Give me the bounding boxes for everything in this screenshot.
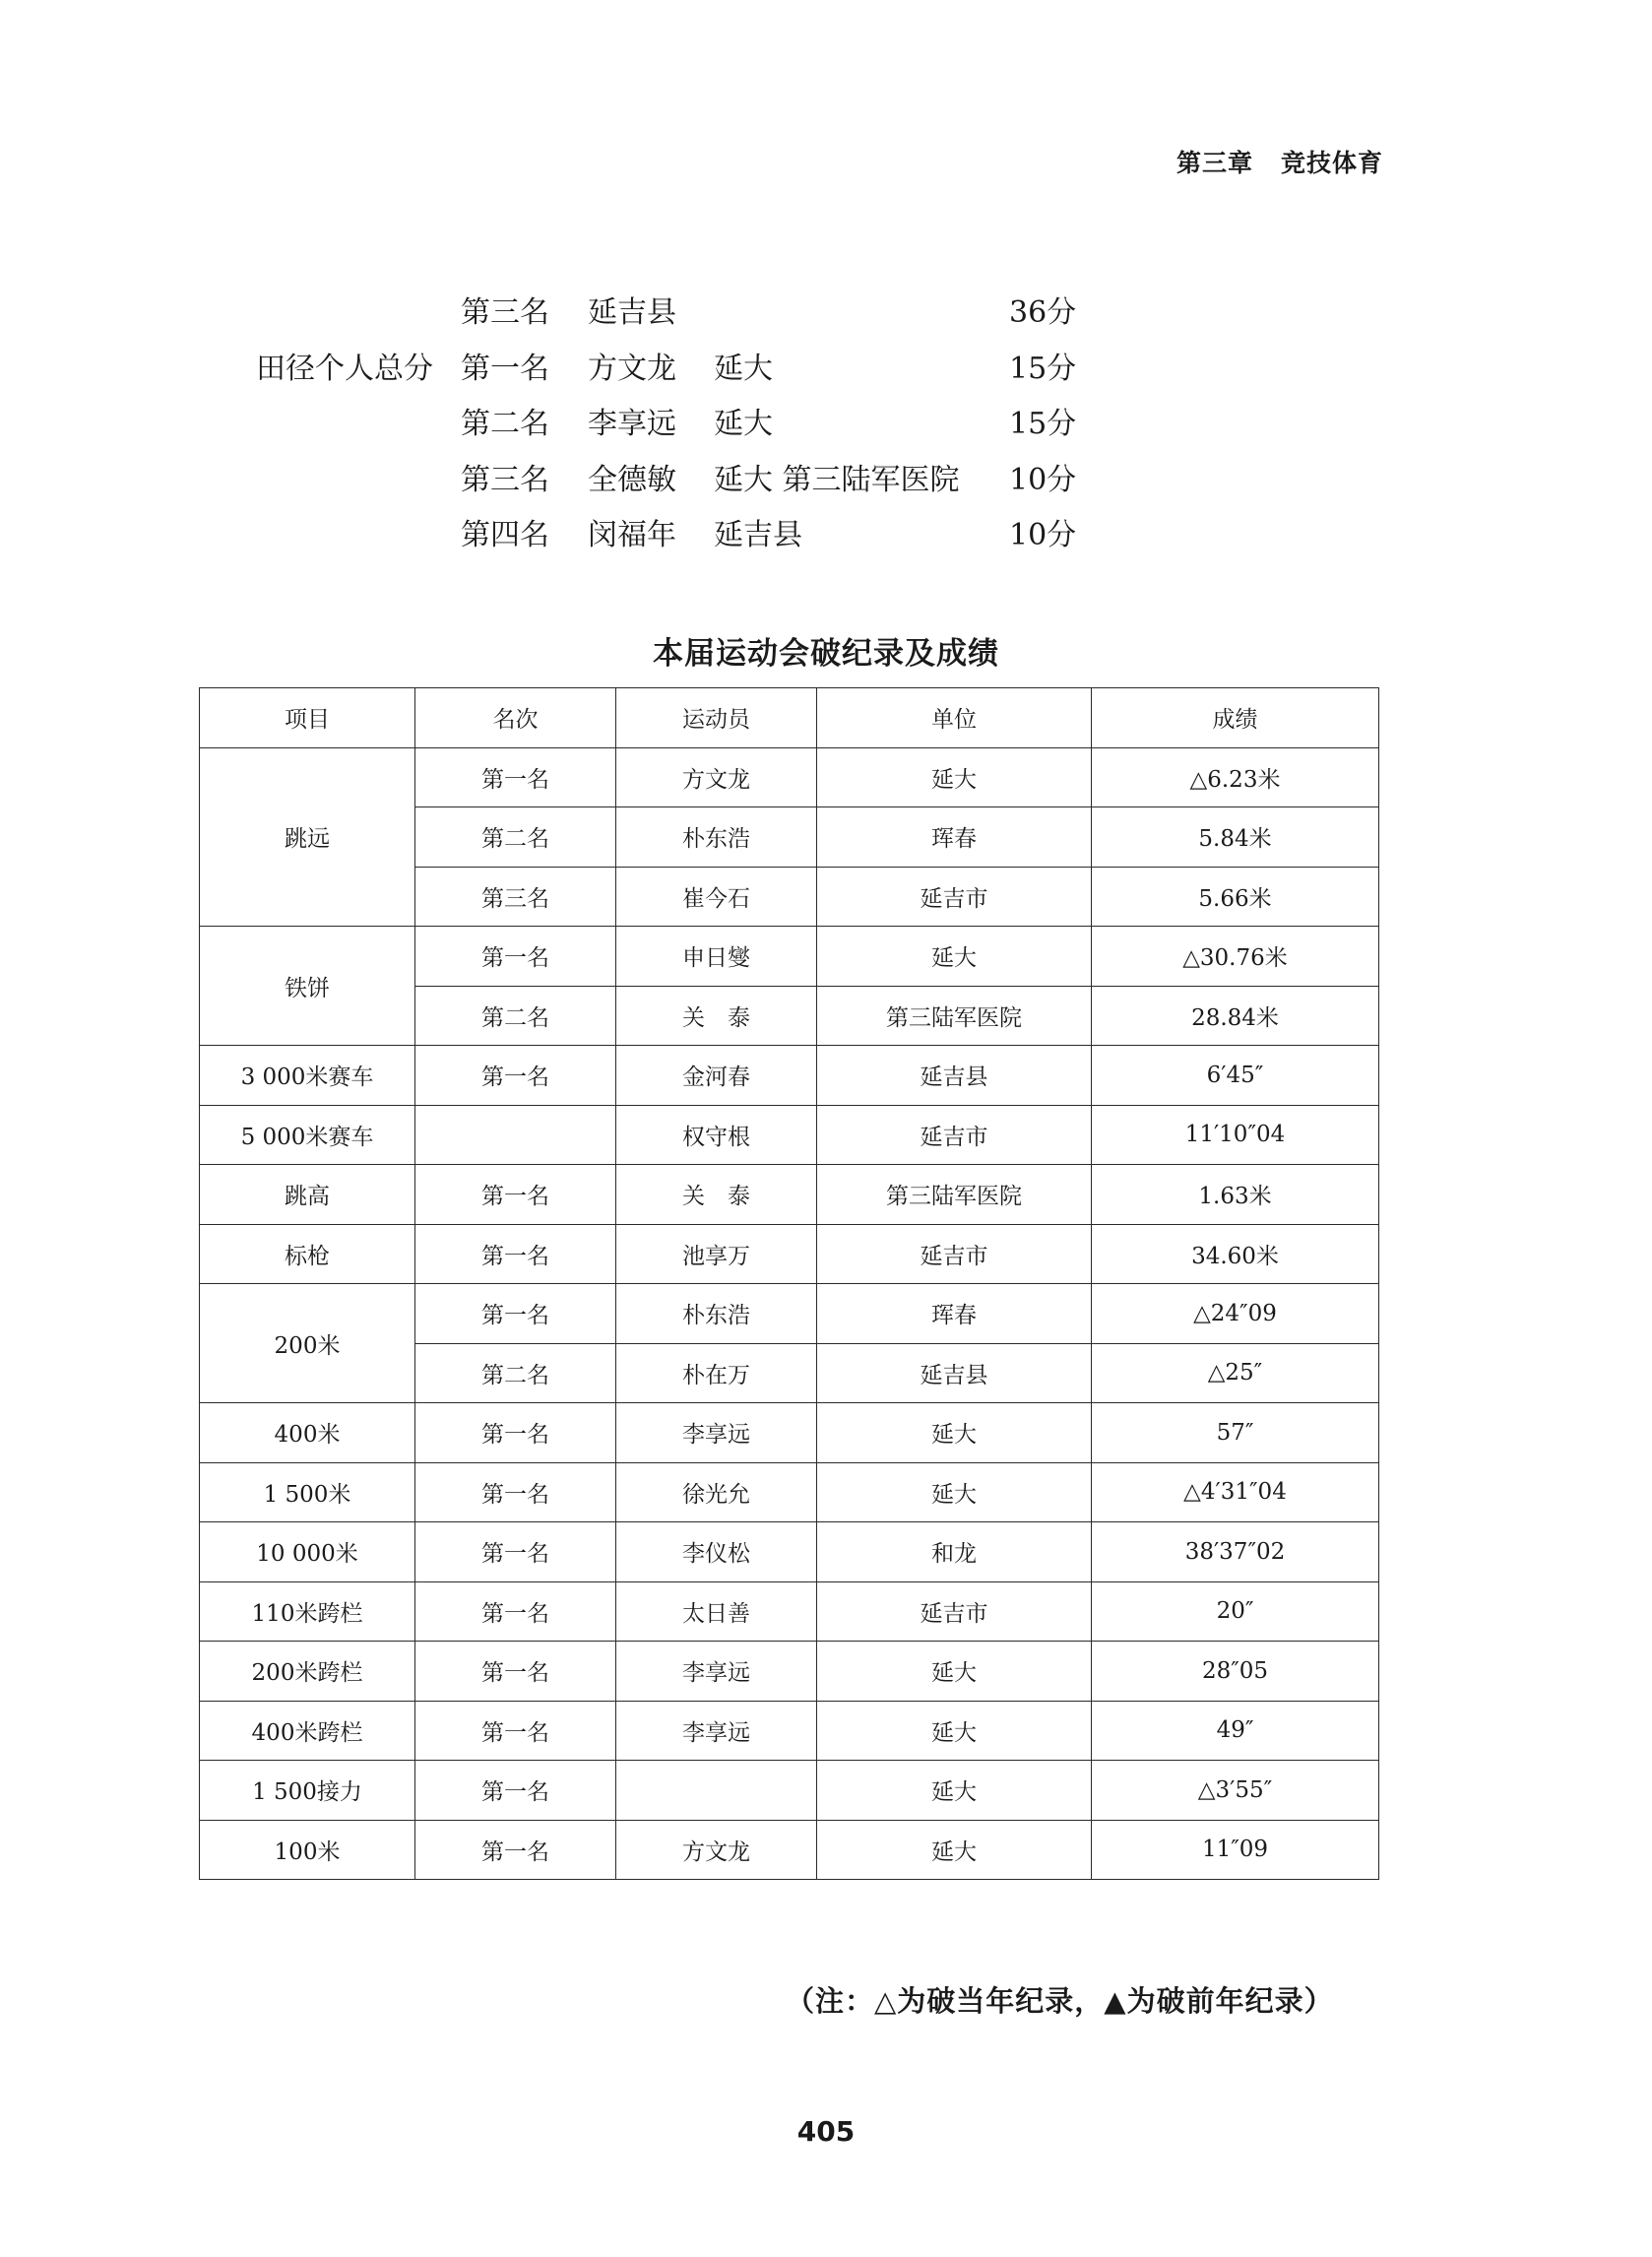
table-row — [200, 1224, 1379, 1284]
header-result: 成绩 — [1092, 688, 1379, 748]
result-cell: 6′45″ — [1092, 1046, 1379, 1106]
athlete-cell: 朴东浩 — [616, 1284, 817, 1344]
place-cell: 第一名 — [415, 1165, 616, 1225]
place-cell: 第一名 — [415, 927, 616, 987]
event-cell: 200米 — [200, 1284, 415, 1403]
table-row — [200, 1761, 1379, 1821]
table-row — [200, 1522, 1379, 1582]
result-cell: 1.63米 — [1092, 1165, 1379, 1225]
result-cell: 28″05 — [1092, 1642, 1379, 1702]
unit-cell: 延大 — [817, 1642, 1092, 1702]
unit-cell: 和龙 — [817, 1522, 1092, 1582]
header-event: 项目 — [200, 688, 415, 748]
running-header — [1176, 144, 1393, 179]
unit-cell: 第三陆军医院 — [817, 986, 1092, 1046]
event-cell: 跳远 — [200, 747, 415, 927]
athlete-cell: 李享远 — [616, 1403, 817, 1463]
result-cell: △4′31″04 — [1092, 1462, 1379, 1522]
event-cell: 标枪 — [200, 1224, 415, 1284]
table-row — [200, 927, 1379, 987]
standing-score: 15分 — [1009, 351, 1077, 386]
standing-name: 闵福年 — [588, 518, 676, 552]
unit-cell: 延大 — [817, 747, 1092, 807]
result-cell: 11″09 — [1092, 1820, 1379, 1880]
standing-unit: 延大 — [714, 351, 773, 386]
unit-cell: 延大 — [817, 1403, 1092, 1463]
event-cell: 10 000米 — [200, 1522, 415, 1582]
unit-cell: 延吉县 — [817, 1046, 1092, 1106]
table-row — [200, 1105, 1379, 1165]
event-cell: 5 000米赛车 — [200, 1105, 415, 1165]
unit-cell: 珲春 — [817, 1284, 1092, 1344]
table-title: 本届运动会破纪录及成绩 — [653, 636, 999, 672]
header-unit: 单位 — [817, 688, 1092, 748]
event-cell: 100米 — [200, 1820, 415, 1880]
standing-name: 延吉县 — [588, 295, 676, 330]
standing-category: 田径个人总分 — [256, 351, 433, 386]
standing-unit: 延吉县 — [714, 518, 802, 552]
result-cell: 28.84米 — [1092, 986, 1379, 1046]
event-cell: 110米跨栏 — [200, 1581, 415, 1642]
table-row — [200, 1403, 1379, 1463]
athlete-cell: 徐光允 — [616, 1462, 817, 1522]
result-cell: 11′10″04 — [1092, 1105, 1379, 1165]
place-cell — [415, 1105, 616, 1165]
result-cell: △25″ — [1092, 1343, 1379, 1403]
place-cell: 第一名 — [415, 1403, 616, 1463]
unit-cell: 珲春 — [817, 807, 1092, 868]
table-row — [200, 1642, 1379, 1702]
standing-score: 36分 — [1009, 295, 1077, 330]
standing-score: 10分 — [1009, 462, 1077, 497]
unit-cell: 延大 — [817, 1462, 1092, 1522]
event-cell: 1 500接力 — [200, 1761, 415, 1821]
athlete-cell — [616, 1761, 817, 1821]
athlete-cell: 关 泰 — [616, 1165, 817, 1225]
standing-row — [256, 397, 1142, 453]
footnote: （注：△为破当年纪录，▲为破前年纪录） — [786, 1984, 1334, 2018]
table-row — [200, 1284, 1379, 1344]
event-cell: 3 000米赛车 — [200, 1046, 415, 1106]
event-cell: 200米跨栏 — [200, 1642, 415, 1702]
chapter-label: 第三章 — [1176, 149, 1254, 177]
unit-cell: 延大 — [817, 1761, 1092, 1821]
unit-cell: 延吉市 — [817, 867, 1092, 927]
table-header-row — [200, 688, 1379, 748]
result-cell: △3′55″ — [1092, 1761, 1379, 1821]
standing-row — [256, 286, 1142, 342]
unit-cell: 延大 — [817, 1820, 1092, 1880]
place-cell: 第二名 — [415, 1343, 616, 1403]
standing-score: 15分 — [1009, 407, 1077, 441]
standing-place: 第一名 — [461, 351, 549, 386]
event-cell: 跳高 — [200, 1165, 415, 1225]
place-cell: 第一名 — [415, 1761, 616, 1821]
records-body — [200, 747, 1379, 1880]
result-cell: △24″09 — [1092, 1284, 1379, 1344]
result-cell: 5.66米 — [1092, 867, 1379, 927]
place-cell: 第一名 — [415, 1046, 616, 1106]
place-cell: 第一名 — [415, 747, 616, 807]
result-cell: 49″ — [1092, 1701, 1379, 1761]
event-cell: 1 500米 — [200, 1462, 415, 1522]
athlete-cell: 方文龙 — [616, 1820, 817, 1880]
section-label: 竞技体育 — [1281, 149, 1384, 177]
place-cell: 第一名 — [415, 1284, 616, 1344]
result-cell: 5.84米 — [1092, 807, 1379, 868]
place-cell: 第二名 — [415, 807, 616, 868]
unit-cell: 延吉县 — [817, 1343, 1092, 1403]
result-cell: 20″ — [1092, 1581, 1379, 1642]
athlete-cell: 池享万 — [616, 1224, 817, 1284]
standing-place: 第三名 — [461, 295, 549, 330]
unit-cell: 延吉市 — [817, 1224, 1092, 1284]
athlete-cell: 太日善 — [616, 1581, 817, 1642]
athlete-cell: 李享远 — [616, 1701, 817, 1761]
athlete-cell: 申日燮 — [616, 927, 817, 987]
place-cell: 第一名 — [415, 1642, 616, 1702]
athlete-cell: 方文龙 — [616, 747, 817, 807]
event-cell: 400米跨栏 — [200, 1701, 415, 1761]
standing-place: 第四名 — [461, 518, 549, 552]
athlete-cell: 李仪松 — [616, 1522, 817, 1582]
unit-cell: 第三陆军医院 — [817, 1165, 1092, 1225]
standing-name: 方文龙 — [588, 351, 676, 386]
table-row — [200, 747, 1379, 807]
place-cell: 第一名 — [415, 1701, 616, 1761]
unit-cell: 延大 — [817, 927, 1092, 987]
page-number: 405 — [796, 2115, 856, 2148]
unit-cell: 延吉市 — [817, 1581, 1092, 1642]
standing-row — [256, 342, 1142, 398]
standing-name: 全德敏 — [588, 462, 676, 497]
place-cell: 第一名 — [415, 1224, 616, 1284]
athlete-cell: 金河春 — [616, 1046, 817, 1106]
table-row — [200, 1701, 1379, 1761]
standing-row — [256, 453, 1142, 509]
result-cell: △30.76米 — [1092, 927, 1379, 987]
result-cell: 57″ — [1092, 1403, 1379, 1463]
header-athlete: 运动员 — [616, 688, 817, 748]
standing-name: 李享远 — [588, 407, 676, 441]
place-cell: 第二名 — [415, 986, 616, 1046]
place-cell: 第三名 — [415, 867, 616, 927]
table-row — [200, 1581, 1379, 1642]
unit-cell: 延吉市 — [817, 1105, 1092, 1165]
place-cell: 第一名 — [415, 1462, 616, 1522]
athlete-cell: 崔今石 — [616, 867, 817, 927]
table-row — [200, 1046, 1379, 1106]
athlete-cell: 李享远 — [616, 1642, 817, 1702]
result-cell: △6.23米 — [1092, 747, 1379, 807]
standing-place: 第三名 — [461, 462, 549, 497]
standing-score: 10分 — [1009, 518, 1077, 552]
athlete-cell: 关 泰 — [616, 986, 817, 1046]
table-row — [200, 1462, 1379, 1522]
table-row — [200, 1165, 1379, 1225]
event-cell: 400米 — [200, 1403, 415, 1463]
table-row — [200, 1820, 1379, 1880]
athlete-cell: 权守根 — [616, 1105, 817, 1165]
place-cell: 第一名 — [415, 1581, 616, 1642]
standing-place: 第二名 — [461, 407, 549, 441]
standing-row — [256, 508, 1142, 564]
header-place: 名次 — [415, 688, 616, 748]
place-cell: 第一名 — [415, 1820, 616, 1880]
standing-unit: 延大 第三陆军医院 — [714, 462, 960, 497]
place-cell: 第一名 — [415, 1522, 616, 1582]
athlete-cell: 朴东浩 — [616, 807, 817, 868]
event-cell: 铁饼 — [200, 927, 415, 1046]
unit-cell: 延大 — [817, 1701, 1092, 1761]
standing-unit: 延大 — [714, 407, 773, 441]
standings-list — [256, 286, 1142, 564]
records-table — [199, 687, 1379, 1880]
result-cell: 34.60米 — [1092, 1224, 1379, 1284]
result-cell: 38′37″02 — [1092, 1522, 1379, 1582]
athlete-cell: 朴在万 — [616, 1343, 817, 1403]
